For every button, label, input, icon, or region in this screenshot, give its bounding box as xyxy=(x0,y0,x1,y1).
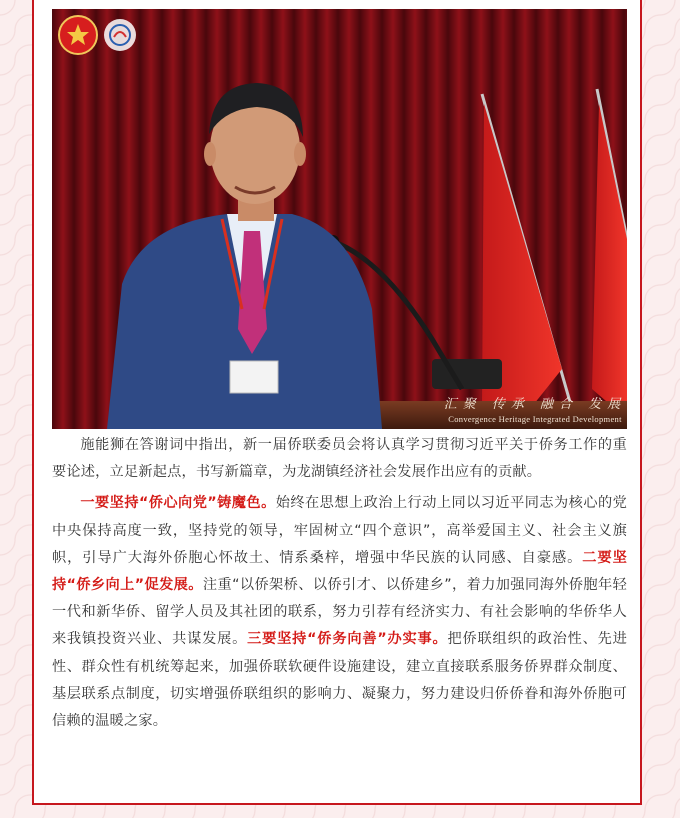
highlight-1: 一要坚持“侨心向党”铸魔色。 xyxy=(80,495,276,512)
paragraph-2 xyxy=(52,490,627,735)
paragraph-2-text-1: 始终在思想上政治上行动上同以习近平同志为核心的党中央保持高度一致，坚持党的领导，牢固树立“四个意识”，高举爱国主义、社会主义旗帜，引导广大海外侨胞心怀故土、情系桑梓，增强中华民族的认同感、自豪感。 xyxy=(52,495,627,566)
ghc-logo-icon xyxy=(104,19,136,51)
article-frame xyxy=(32,0,642,805)
article-body xyxy=(52,432,627,739)
photo-illustration xyxy=(52,9,627,429)
highlight-2: 二要坚持“侨乡向上”促发展。 xyxy=(52,549,627,594)
federation-emblem-icon xyxy=(58,15,98,55)
highlight-3: 三要坚持“侨务向善”办实事。 xyxy=(247,631,448,648)
paragraph-1: 施能狮在答谢词中指出，新一届侨联委员会将认真学习贯彻习近平关于侨务工作的重要论述，立足新起点，书写新篇章，为龙湖镇经济社会发展作出应有的贡献。 xyxy=(52,437,627,481)
speaker-photo xyxy=(52,9,627,429)
caption-chinese: 汇聚 传承 融合 发展 xyxy=(443,397,627,412)
paragraph-2-text-3: 把侨联组织的政治性、先进性、群众性有机统筹起来，加强侨联软硬件设施建设，建立直接联系服务侨界群众制度、基层联系点制度，切实增强侨联组织的影响力、凝聚力，努力建设归侨侨眷和海外侨胞可信赖的温暖之家。 xyxy=(52,631,628,730)
caption-english: Convergence Heritage Integrated Development xyxy=(448,414,622,424)
photo-caption xyxy=(440,393,627,424)
paragraph-2-text-2: 注重“以侨架桥、以侨引才、以侨建乡”，着力加强同海外侨胞年轻一代和新华侨、留学人员及其社团的联系，努力引荐有经济实力、有社会影响的华侨华人来我镇投资兴业、共谋发展。 xyxy=(52,577,627,648)
